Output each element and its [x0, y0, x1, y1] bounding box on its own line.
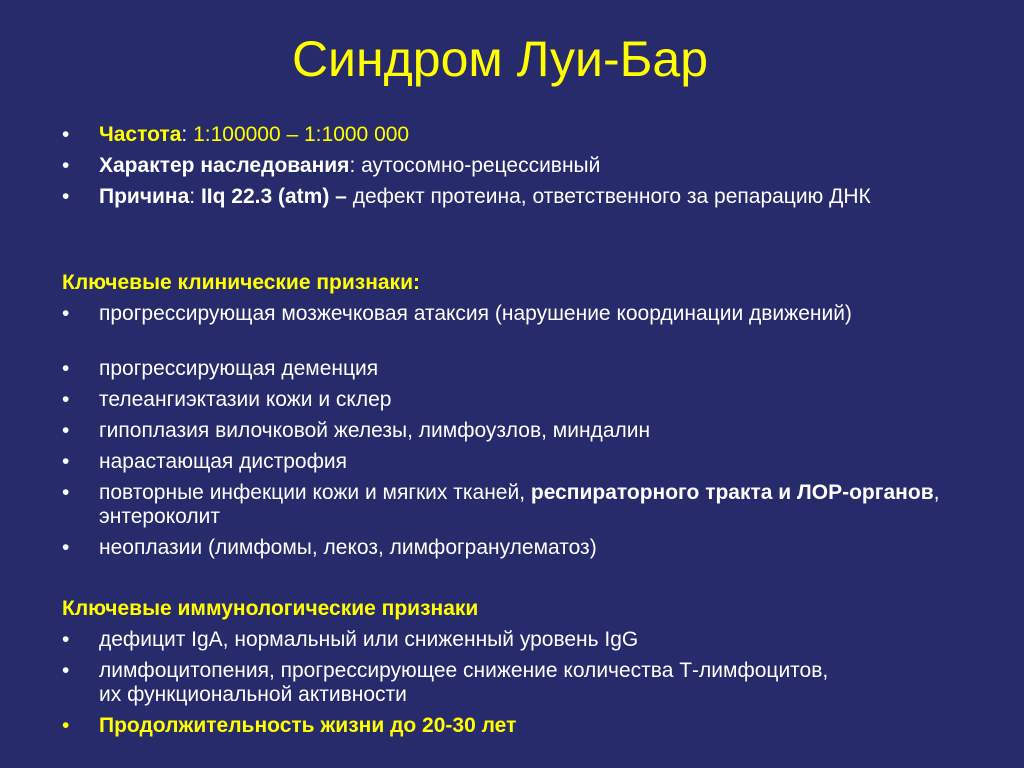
bullet-marker: •: [62, 628, 70, 651]
cause-code: IIq 22.3 (atm) –: [195, 185, 347, 208]
slide-title: Синдром Луи-Бар: [291, 31, 709, 87]
bullet-marker: •: [62, 154, 70, 177]
immuno-item-text: дефицит IgA, нормальный или сниженный уровень IgG: [99, 628, 639, 651]
clinical-item-text: неоплазии (лимфомы, лекоз, лимфогранулематоз): [99, 536, 597, 559]
clinical-item: [62, 302, 962, 326]
bullet-marker: •: [62, 123, 70, 146]
immuno-item-text: лимфоцитопения, прогрессирующее снижение количества Т-лимфоцитов, их функциональной активности: [99, 659, 829, 706]
inheritance-label: Характер наследования: [99, 154, 350, 177]
clinical-item-text: телеангиэктазии кожи и склер: [99, 388, 392, 411]
clinical-item-text: нарастающая дистрофия: [99, 450, 347, 473]
bullet-marker: •: [62, 388, 70, 411]
bullet-cause: [62, 185, 962, 209]
clinical-item-infections: [62, 481, 962, 529]
clinical-item-text: прогрессирующая мозжечковая атаксия (нарушение координации движений): [99, 302, 852, 325]
bullet-frequency: [62, 123, 962, 147]
bullet-marker: •: [62, 419, 70, 442]
lifespan-item: [62, 714, 962, 738]
clinical-heading: Ключевые клинические признаки:: [62, 271, 420, 294]
clinical-item: [62, 419, 962, 443]
frequency-sep: :: [181, 123, 188, 146]
bullet-marker: •: [62, 450, 70, 473]
cause-label: Причина: [99, 185, 190, 208]
clinical-item: [62, 536, 962, 560]
frequency-label: Частота: [99, 123, 182, 146]
inheritance-value: аутосомно-рецессивный: [355, 154, 601, 177]
immuno-item: [62, 659, 962, 707]
bullet-marker: •: [62, 302, 70, 325]
infections-post: , энтероколит: [99, 481, 940, 528]
infections-pre: повторные инфекции кожи и мягких тканей,: [99, 481, 531, 504]
immuno-heading: Ключевые иммунологические признаки: [62, 597, 479, 620]
frequency-value: 1:100000 – 1:1000 000: [187, 123, 410, 146]
clinical-item-text: прогрессирующая деменция: [99, 357, 379, 380]
infections-bold: респираторного тракта и ЛОР-органов: [530, 481, 934, 504]
bullet-marker: •: [62, 481, 70, 504]
clinical-item: [62, 357, 962, 381]
bullet-marker: •: [62, 714, 70, 737]
lifespan-text: Продолжительность жизни до 20-30 лет: [99, 714, 517, 737]
cause-value: дефект протеина, ответственного за репарацию ДНК: [346, 185, 871, 208]
bullet-marker: •: [62, 659, 70, 682]
bullet-marker: •: [62, 357, 70, 380]
bullet-marker: •: [62, 536, 70, 559]
clinical-item: [62, 450, 962, 474]
clinical-item-text: гипоплазия вилочковой железы, лимфоузлов, миндалин: [99, 419, 651, 442]
bullet-inheritance: [62, 154, 962, 178]
inheritance-sep: :: [349, 154, 356, 177]
immuno-item: [62, 628, 962, 652]
bullet-marker: •: [62, 185, 70, 208]
clinical-item: [62, 388, 962, 412]
cause-sep: :: [189, 185, 196, 208]
